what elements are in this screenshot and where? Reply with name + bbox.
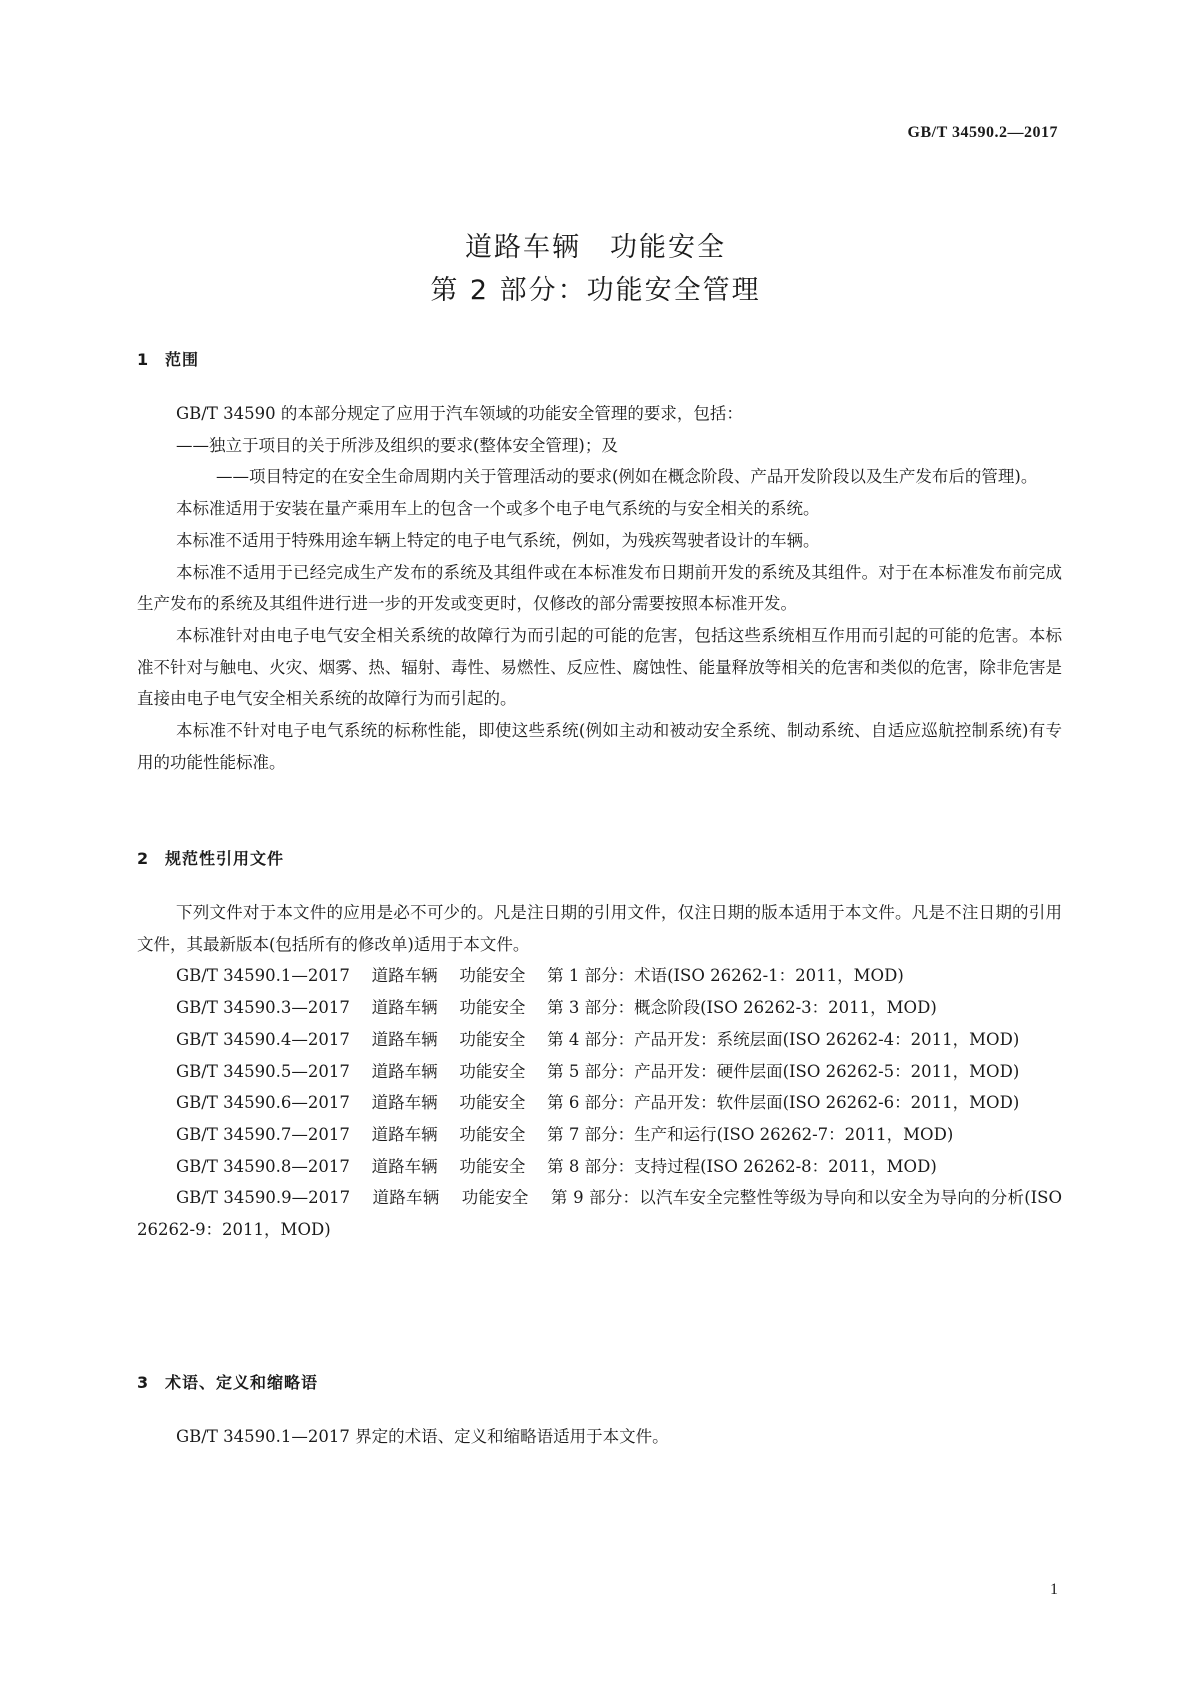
reference-title-1: 道路车辆 xyxy=(371,1156,438,1176)
reference-title-3: 第 7 部分：生产和运行(ISO 26262-7：2011，MOD) xyxy=(547,1124,954,1144)
section-1-body xyxy=(137,398,1062,778)
reference-title-3: 第 6 部分：产品开发：软件层面(ISO 26262-6：2011，MOD) xyxy=(547,1093,1020,1113)
reference-title-2: 功能安全 xyxy=(459,1061,526,1081)
title-line-1: 道路车辆 功能安全 xyxy=(465,232,726,263)
section-number: 1 xyxy=(137,350,150,369)
paragraph: 本标准针对由电子电气安全相关系统的故障行为而引起的可能的危害，包括这些系统相互作用而引起的可能的危害。本标准不针对与触电、火灾、烟雾、热、辐射、毒性、易燃性、反应性、腐蚀性、能量释放等相关的危害和类似的危害，除非危害是直接由电子电气安全相关系统的故障行为而引起的。 xyxy=(137,625,1062,709)
reference-title-2: 功能安全 xyxy=(459,1156,526,1176)
reference-title-1: 道路车辆 xyxy=(371,1029,438,1049)
paragraph: 本标准不适用于特殊用途车辆上特定的电子电气系统，例如，为残疾驾驶者设计的车辆。 xyxy=(176,530,820,550)
title-line-2: 第 2 部分：功能安全管理 xyxy=(430,275,761,306)
list-item: ——独立于项目的关于所涉及组织的要求(整体安全管理)；及 xyxy=(176,435,618,455)
reference-title-3: 第 4 部分：产品开发：系统层面(ISO 26262-4：2011，MOD) xyxy=(547,1029,1020,1049)
reference-item xyxy=(137,1024,1062,1056)
list-item: ——项目特定的在安全生命周期内关于管理活动的要求(例如在概念阶段、产品开发阶段以及生产发布后的管理)。 xyxy=(216,467,1038,487)
paragraph: GB/T 34590 的本部分规定了应用于汽车领域的功能安全管理的要求，包括： xyxy=(176,404,743,423)
reference-code: GB/T 34590.5—2017 xyxy=(176,1061,350,1081)
section-3-heading xyxy=(137,1370,318,1393)
reference-title-2: 功能安全 xyxy=(459,1093,526,1113)
reference-title-1: 道路车辆 xyxy=(371,1124,438,1144)
section-3-body xyxy=(137,1421,1062,1453)
page-number: 1 xyxy=(1050,1581,1058,1598)
section-title: 术语、定义和缩略语 xyxy=(165,1373,319,1392)
reference-title-3: 第 3 部分：概念阶段(ISO 26262-3：2011，MOD) xyxy=(547,998,937,1018)
reference-title-1: 道路车辆 xyxy=(371,1061,438,1081)
standard-number: GB/T 34590.2—2017 xyxy=(907,124,1058,141)
paragraph: 下列文件对于本文件的应用是必不可少的。凡是注日期的引用文件，仅注日期的版本适用于本文件。凡是不注日期的引用文件，其最新版本(包括所有的修改单)适用于本文件。 xyxy=(137,903,1062,954)
reference-title-2: 功能安全 xyxy=(459,1029,526,1049)
section-2-heading xyxy=(137,846,284,869)
reference-title-2: 功能安全 xyxy=(461,1188,529,1208)
reference-item xyxy=(137,1182,1062,1245)
reference-title-2: 功能安全 xyxy=(459,966,526,986)
reference-title-1: 道路车辆 xyxy=(371,966,438,986)
document-title xyxy=(0,226,1191,312)
reference-title-2: 功能安全 xyxy=(459,998,526,1018)
reference-code: GB/T 34590.8—2017 xyxy=(176,1156,350,1176)
paragraph: 本标准不适用于已经完成生产发布的系统及其组件或在本标准发布日期前开发的系统及其组件。对于在本标准发布前完成生产发布的系统及其组件进行进一步的开发或变更时，仅修改的部分需要按照本标准开发。 xyxy=(137,562,1062,614)
section-1-heading xyxy=(137,347,199,370)
reference-title-3: 第 9 部分：以汽车安全完整性等级为导向和以安全为导向的分析(ISO 26262-9：2011，MOD) xyxy=(137,1188,1063,1240)
section-number: 2 xyxy=(137,849,150,868)
reference-title-3: 第 1 部分：术语(ISO 26262-1：2011，MOD) xyxy=(547,966,904,986)
reference-code: GB/T 34590.4—2017 xyxy=(176,1029,350,1049)
reference-title-3: 第 8 部分：支持过程(ISO 26262-8：2011，MOD) xyxy=(547,1156,937,1176)
reference-title-2: 功能安全 xyxy=(459,1124,526,1144)
reference-code: GB/T 34590.7—2017 xyxy=(176,1124,350,1144)
paragraph: GB/T 34590.1—2017 界定的术语、定义和缩略语适用于本文件。 xyxy=(176,1427,669,1446)
reference-title-1: 道路车辆 xyxy=(372,1188,440,1208)
section-number: 3 xyxy=(137,1373,150,1392)
reference-title-3: 第 5 部分：产品开发：硬件层面(ISO 26262-5：2011，MOD) xyxy=(547,1061,1020,1081)
reference-item xyxy=(137,1087,1062,1119)
reference-item xyxy=(137,1119,1062,1151)
reference-code: GB/T 34590.3—2017 xyxy=(176,998,350,1018)
reference-code: GB/T 34590.1—2017 xyxy=(176,966,350,986)
reference-item xyxy=(137,960,1062,992)
reference-item xyxy=(137,1056,1062,1088)
section-title: 范围 xyxy=(165,350,200,369)
reference-code: GB/T 34590.9—2017 xyxy=(176,1188,351,1208)
reference-item xyxy=(137,1151,1062,1183)
reference-list xyxy=(137,960,1062,1245)
paragraph: 本标准适用于安装在量产乘用车上的包含一个或多个电子电气系统的与安全相关的系统。 xyxy=(176,499,820,519)
section-2-body xyxy=(137,897,1062,1246)
reference-title-1: 道路车辆 xyxy=(371,998,438,1018)
paragraph: 本标准不针对电子电气系统的标称性能，即使这些系统(例如主动和被动安全系统、制动系统、自适应巡航控制系统)有专用的功能性能标准。 xyxy=(137,721,1062,772)
section-title: 规范性引用文件 xyxy=(165,849,285,868)
reference-item xyxy=(137,992,1062,1024)
reference-code: GB/T 34590.6—2017 xyxy=(176,1093,350,1113)
reference-title-1: 道路车辆 xyxy=(371,1093,438,1113)
